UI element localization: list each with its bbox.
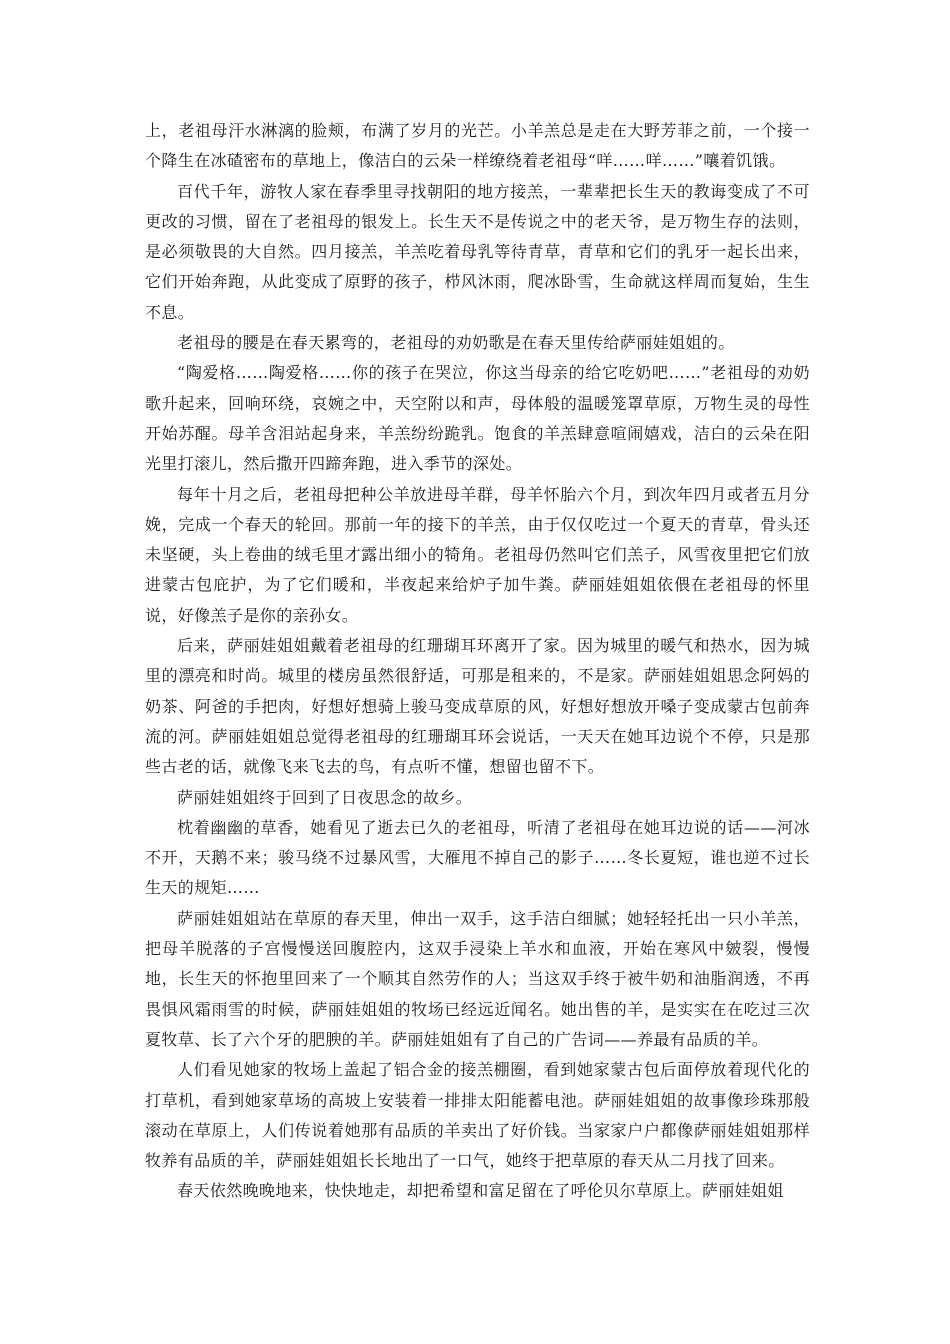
article-body [145,116,810,1207]
paragraph: 萨丽娃姐姐站在草原的春天里，伸出一双手，这手洁白细腻；她轻轻托出一只小羊羔，把母羊脱落的子宫慢慢送回腹腔内，这双手浸染上羊水和血液，开始在寒风中皴裂，慢慢地，长生天的怀抱里回来了一个顺其自然劳作的人；当这双手终于被牛奶和油脂润透，不再畏惧风霜雨雪的时候，萨丽娃姐姐的牧场已经远近闻名。她出售的羊，是实实在在吃过三次夏牧草、长了六个牙的肥腴的羊。萨丽娃姐姐有了自己的广告词——养最有品质的羊。 [145,908,810,1049]
paragraph: 人们看见她家的牧场上盖起了铝合金的接羔棚圈，看到她家蒙古包后面停放着现代化的打草机，看到她家草场的高坡上安装着一排排太阳能蓄电池。萨丽娃姐姐的故事像珍珠那般滚动在草原上，人们传说着她那有品质的羊卖出了好价钱。当家家户户都像萨丽娃姐姐那样牧养有品质的羊，萨丽娃姐姐长长地出了一口气，她终于把草原的春天从二月找了回来。 [145,1060,810,1171]
paragraph: 萨丽娃姐姐终于回到了日夜思念的故乡。 [177,787,473,807]
paragraph: 老祖母的腰是在春天累弯的，老祖母的劝奶歌是在春天里传给萨丽娃姐姐的。 [177,333,735,353]
paragraph: 百代千年，游牧人家在春季里寻找朝阳的地方接羔，一辈辈把长生天的教诲变成了不可更改的习惯，留在了老祖母的银发上。长生天不是传说之中的老天爷，是万物生存的法则，是必须敬畏的大自然。四月接羔，羊羔吃着母乳等待青草，青草和它们的乳牙一起长出来，它们开始奔跑，从此变成了原野的孩子，栉风沐雨，爬冰卧雪，生命就这样周而复始，生生不息。 [145,181,810,322]
paragraph-continued: 上，老祖母汗水淋漓的脸颊，布满了岁月的光芒。小羊羔总是走在大野芳菲之前，一个接一个降生在冰碴密布的草地上，像洁白的云朵一样缭绕着老祖母“咩……咩……”嚷着饥饿。 [145,121,810,171]
paragraph: 每年十月之后，老祖母把种公羊放进母羊群，母羊怀胎六个月，到次年四月或者五月分娩，完成一个春天的轮回。那前一年的接下的羊羔，由于仅仅吃过一个夏天的青草，骨头还未坚硬，头上卷曲的绒毛里才露出细小的犄角。老祖母仍然叫它们羔子，风雪夜里把它们放进蒙古包庇护，为了它们暖和，半夜起来给炉子加牛粪。萨丽娃姐姐依偎在老祖母的怀里说，好像羔子是你的亲孙女。 [145,484,810,625]
paragraph: 枕着幽幽的草香，她看见了逝去已久的老祖母，听清了老祖母在她耳边说的话——河冰不开，天鹅不来；骏马绕不过暴风雪，大雁甩不掉自己的影子……冬长夏短，谁也逆不过长生天的规矩…… [145,817,810,898]
paragraph: 后来，萨丽娃姐姐戴着老祖母的红珊瑚耳环离开了家。因为城里的暖气和热水，因为城里的漂亮和时尚。城里的楼房虽然很舒适，可那是租来的，不是家。萨丽娃姐姐思念阿妈的奶茶、阿爸的手把肉，好想好想骑上骏马变成草原的风，好想好想放开嗓子变成蒙古包前奔流的河。萨丽娃姐姐总觉得老祖母的红珊瑚耳环会说话，一天天在她耳边说个不停，只是那些古老的话，就像飞来飞去的鸟，有点听不懂，想留也留不下。 [145,636,810,777]
paragraph: 春天依然晚晚地来，快快地走，却把希望和富足留在了呼伦贝尔草原上。萨丽娃姐姐 [177,1181,784,1201]
paragraph: “陶爱格……陶爱格……你的孩子在哭泣，你这当母亲的给它吃奶吧……”老祖母的劝奶歌升起来，回响环绕，哀婉之中，天空附以和声，母体般的温暖笼罩草原，万物生灵的母性开始苏醒。母羊含泪站起身来，羊羔纷纷跪乳。饱食的羊羔肆意喧闹嬉戏，洁白的云朵在阳光里打滚儿，然后撒开四蹄奔跑，进入季节的深处。 [145,363,810,474]
